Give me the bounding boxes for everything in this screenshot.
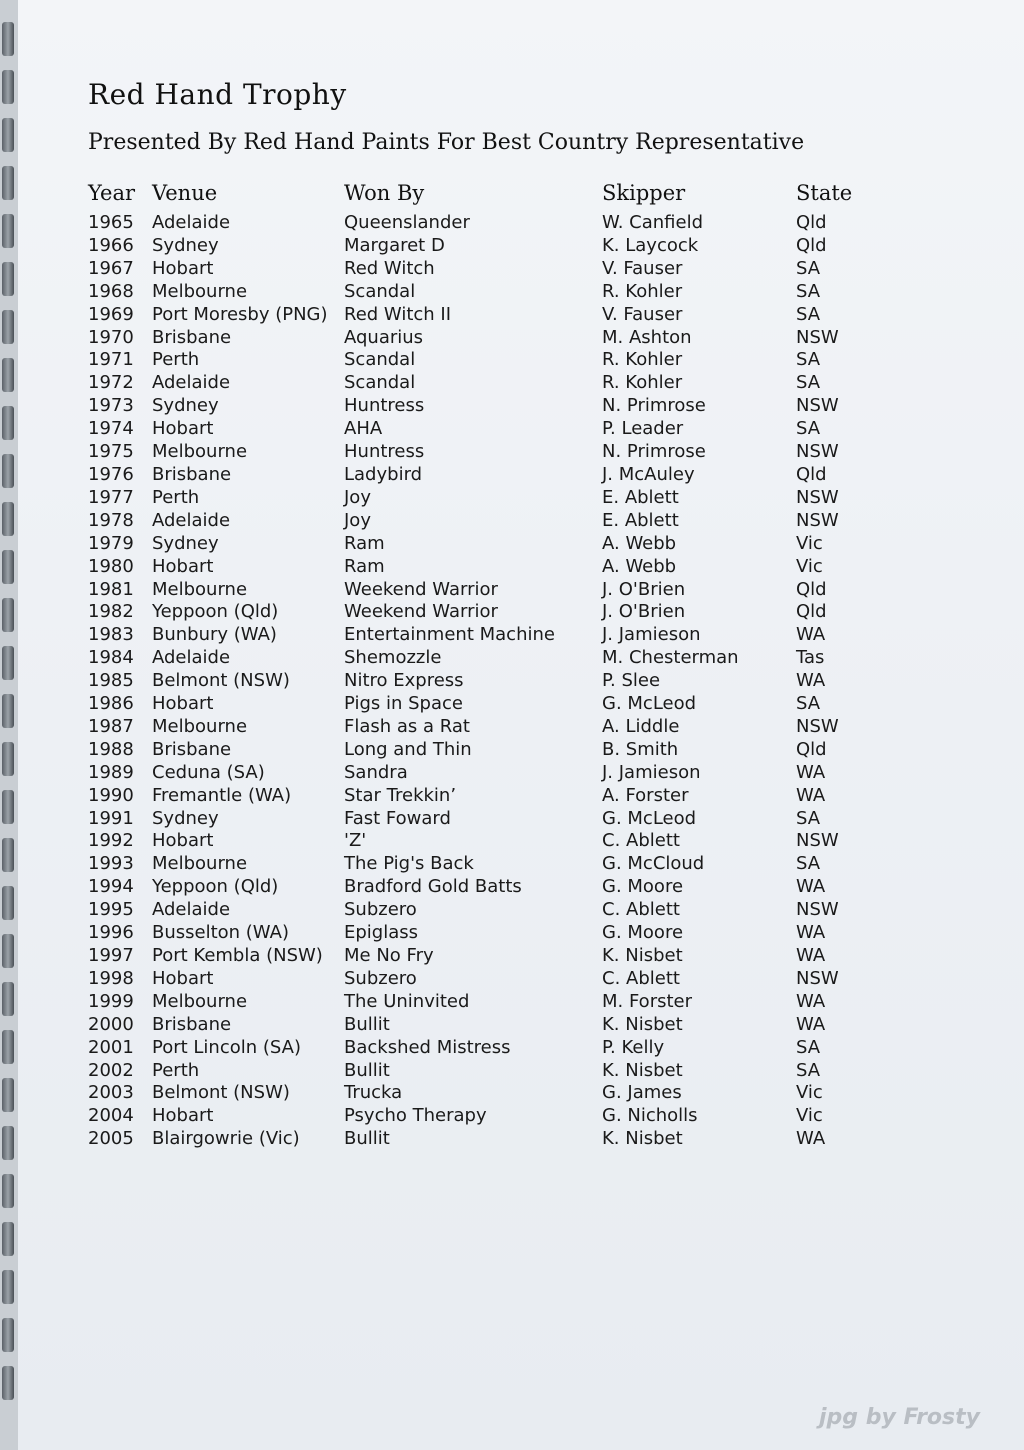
cell-skipper: C. Ablett xyxy=(602,967,680,989)
cell-venue: Adelaide xyxy=(152,647,231,669)
binding-ring xyxy=(2,118,14,152)
cell-year: 1966 xyxy=(88,234,134,256)
binding-ring xyxy=(2,1222,14,1256)
cell-won-by: Trucka xyxy=(344,1082,403,1104)
cell-won-by: Bullit xyxy=(344,1013,390,1035)
cell-skipper: A. Webb xyxy=(602,555,677,577)
table-row xyxy=(82,968,876,991)
cell-state: SA xyxy=(796,280,821,302)
binding-ring xyxy=(2,166,14,200)
table-row xyxy=(82,624,876,647)
cell-state: Qld xyxy=(796,738,827,760)
table-row xyxy=(82,487,876,510)
cell-skipper: G. McCloud xyxy=(602,853,705,875)
cell-won-by: The Pig's Back xyxy=(344,853,474,875)
cell-won-by: Backshed Mistress xyxy=(344,1036,511,1058)
cell-won-by: Flash as a Rat xyxy=(344,715,470,737)
cell-year: 1998 xyxy=(88,967,134,989)
binding-ring xyxy=(2,886,14,920)
cell-won-by: Red Witch II xyxy=(344,303,452,325)
cell-state: NSW xyxy=(796,486,839,508)
cell-skipper: M. Forster xyxy=(602,990,693,1012)
table-row xyxy=(82,899,876,922)
cell-skipper: A. Webb xyxy=(602,532,677,554)
cell-won-by: The Uninvited xyxy=(344,990,470,1012)
cell-venue: Perth xyxy=(152,349,200,371)
cell-year: 1999 xyxy=(88,990,134,1012)
binding-ring xyxy=(2,70,14,104)
cell-state: WA xyxy=(796,922,826,944)
cell-state: NSW xyxy=(796,326,839,348)
cell-venue: Adelaide xyxy=(152,372,231,394)
cell-year: 1977 xyxy=(88,486,134,508)
cell-year: 1992 xyxy=(88,830,134,852)
cell-year: 1996 xyxy=(88,922,134,944)
cell-won-by: Weekend Warrior xyxy=(344,578,498,600)
cell-state: NSW xyxy=(796,830,839,852)
cell-year: 1978 xyxy=(88,509,134,531)
cell-year: 1965 xyxy=(88,212,134,233)
cell-year: 1987 xyxy=(88,715,134,737)
spiral-binding xyxy=(0,0,18,1450)
cell-won-by: Huntress xyxy=(344,395,425,417)
cell-venue: Hobart xyxy=(152,418,214,440)
cell-won-by: Scandal xyxy=(344,280,416,302)
cell-year: 1989 xyxy=(88,761,134,783)
cell-year: 1971 xyxy=(88,349,134,371)
cell-year: 1970 xyxy=(88,326,134,348)
cell-won-by: Psycho Therapy xyxy=(344,1105,487,1127)
cell-year: 1991 xyxy=(88,807,134,829)
table-row xyxy=(82,945,876,968)
binding-ring xyxy=(2,1318,14,1352)
table-row xyxy=(82,1014,876,1037)
table-row xyxy=(82,830,876,853)
column-header-won-by: Won By xyxy=(344,181,425,205)
cell-venue: Melbourne xyxy=(152,990,248,1012)
cell-venue: Brisbane xyxy=(152,463,232,485)
table-row xyxy=(82,922,876,945)
cell-won-by: Bradford Gold Batts xyxy=(344,876,522,898)
cell-year: 1985 xyxy=(88,670,134,692)
cell-skipper: K. Laycock xyxy=(602,234,699,256)
cell-venue: Yeppoon (Qld) xyxy=(152,601,279,623)
binding-ring xyxy=(2,1270,14,1304)
cell-won-by: Weekend Warrior xyxy=(344,601,498,623)
table-row xyxy=(82,464,876,487)
table-row xyxy=(82,670,876,693)
cell-won-by: Entertainment Machine xyxy=(344,624,555,646)
cell-year: 1981 xyxy=(88,578,134,600)
cell-venue: Sydney xyxy=(152,395,219,417)
cell-skipper: J. Jamieson xyxy=(602,624,701,646)
cell-won-by: Fast Foward xyxy=(344,807,451,829)
table-row xyxy=(82,281,876,304)
cell-skipper: K. Nisbet xyxy=(602,1128,683,1150)
cell-state: WA xyxy=(796,1128,826,1150)
cell-won-by: Red Witch xyxy=(344,257,435,279)
cell-state: SA xyxy=(796,853,821,875)
cell-venue: Melbourne xyxy=(152,280,248,302)
table-row xyxy=(82,395,876,418)
cell-won-by: Subzero xyxy=(344,967,417,989)
cell-state: WA xyxy=(796,990,826,1012)
cell-state: WA xyxy=(796,784,826,806)
table-row xyxy=(82,510,876,533)
cell-skipper: W. Canfield xyxy=(602,212,704,233)
cell-venue: Sydney xyxy=(152,532,219,554)
cell-state: NSW xyxy=(796,441,839,463)
cell-state: Qld xyxy=(796,463,827,485)
cell-won-by: Joy xyxy=(344,486,371,508)
table-row xyxy=(82,556,876,579)
cell-skipper: G. McLeod xyxy=(602,807,697,829)
table-row xyxy=(82,991,876,1014)
cell-skipper: K. Nisbet xyxy=(602,1059,683,1081)
cell-year: 1983 xyxy=(88,624,134,646)
cell-year: 1990 xyxy=(88,784,134,806)
cell-venue: Brisbane xyxy=(152,1013,232,1035)
binding-ring xyxy=(2,214,14,248)
table-row xyxy=(82,349,876,372)
column-header-skipper: Skipper xyxy=(602,181,686,205)
cell-year: 1973 xyxy=(88,395,134,417)
cell-skipper: C. Ablett xyxy=(602,830,680,852)
table-row xyxy=(82,808,876,831)
cell-won-by: Aquarius xyxy=(344,326,424,348)
table-row xyxy=(82,647,876,670)
table-row xyxy=(82,1105,876,1128)
binding-ring xyxy=(2,982,14,1016)
cell-won-by: Bullit xyxy=(344,1128,390,1150)
binding-ring xyxy=(2,358,14,392)
watermark: jpg by Frosty xyxy=(819,1405,980,1430)
cell-state: WA xyxy=(796,624,826,646)
cell-won-by: Ladybird xyxy=(344,463,423,485)
binding-ring xyxy=(2,502,14,536)
cell-state: SA xyxy=(796,1059,821,1081)
cell-won-by: Pigs in Space xyxy=(344,693,463,715)
table-row xyxy=(82,1060,876,1083)
cell-skipper: N. Primrose xyxy=(602,395,706,417)
cell-won-by: Epiglass xyxy=(344,922,419,944)
cell-state: SA xyxy=(796,418,821,440)
cell-venue: Perth xyxy=(152,1059,200,1081)
table-row xyxy=(82,258,876,281)
results-table xyxy=(82,178,876,1151)
table-row xyxy=(82,853,876,876)
cell-venue: Melbourne xyxy=(152,578,248,600)
binding-ring xyxy=(2,1078,14,1112)
column-header-venue: Venue xyxy=(152,181,218,205)
binding-ring xyxy=(2,646,14,680)
cell-skipper: V. Fauser xyxy=(602,257,683,279)
page-subtitle: Presented By Red Hand Paints For Best Country Representative xyxy=(88,130,805,155)
table-row xyxy=(82,762,876,785)
cell-year: 1995 xyxy=(88,899,134,921)
cell-state: WA xyxy=(796,876,826,898)
cell-venue: Hobart xyxy=(152,555,214,577)
cell-year: 1994 xyxy=(88,876,134,898)
cell-state: SA xyxy=(796,349,821,371)
cell-state: Vic xyxy=(796,532,823,554)
cell-skipper: V. Fauser xyxy=(602,303,683,325)
cell-state: WA xyxy=(796,761,826,783)
cell-venue: Brisbane xyxy=(152,738,232,760)
cell-skipper: P. Slee xyxy=(602,670,661,692)
cell-year: 1993 xyxy=(88,853,134,875)
cell-year: 1979 xyxy=(88,532,134,554)
cell-year: 1988 xyxy=(88,738,134,760)
cell-year: 2004 xyxy=(88,1105,134,1127)
table-row xyxy=(82,418,876,441)
cell-skipper: E. Ablett xyxy=(602,509,679,531)
table-row xyxy=(82,441,876,464)
cell-venue: Melbourne xyxy=(152,715,248,737)
cell-venue: Sydney xyxy=(152,807,219,829)
binding-ring xyxy=(2,22,14,56)
table-row xyxy=(82,579,876,602)
cell-won-by: Queenslander xyxy=(344,212,470,233)
cell-state: Vic xyxy=(796,555,823,577)
cell-year: 1980 xyxy=(88,555,134,577)
cell-skipper: C. Ablett xyxy=(602,899,680,921)
page-title: Red Hand Trophy xyxy=(88,78,347,111)
cell-skipper: G. McLeod xyxy=(602,693,697,715)
cell-state: Vic xyxy=(796,1105,823,1127)
cell-venue: Hobart xyxy=(152,1105,214,1127)
cell-won-by: Subzero xyxy=(344,899,417,921)
table-row xyxy=(82,1128,876,1151)
cell-year: 2001 xyxy=(88,1036,134,1058)
table-row xyxy=(82,716,876,739)
cell-won-by: AHA xyxy=(344,418,383,440)
cell-state: NSW xyxy=(796,509,839,531)
cell-state: NSW xyxy=(796,899,839,921)
cell-venue: Perth xyxy=(152,486,200,508)
cell-year: 1968 xyxy=(88,280,134,302)
cell-state: SA xyxy=(796,807,821,829)
cell-state: Tas xyxy=(796,647,825,669)
cell-venue: Ceduna (SA) xyxy=(152,761,265,783)
cell-state: WA xyxy=(796,1013,826,1035)
cell-venue: Hobart xyxy=(152,830,214,852)
cell-won-by: Scandal xyxy=(344,372,416,394)
table-row xyxy=(82,785,876,808)
table-row xyxy=(82,327,876,350)
cell-skipper: J. McAuley xyxy=(602,463,695,485)
cell-state: SA xyxy=(796,372,821,394)
cell-year: 1975 xyxy=(88,441,134,463)
cell-venue: Adelaide xyxy=(152,212,231,233)
cell-state: SA xyxy=(796,693,821,715)
cell-won-by: 'Z' xyxy=(344,830,367,852)
cell-venue: Belmont (NSW) xyxy=(152,670,290,692)
table-row xyxy=(82,1037,876,1060)
table-row xyxy=(82,601,876,624)
cell-year: 1986 xyxy=(88,693,134,715)
cell-venue: Port Moresby (PNG) xyxy=(152,303,328,325)
cell-year: 1982 xyxy=(88,601,134,623)
binding-ring xyxy=(2,406,14,440)
binding-ring xyxy=(2,262,14,296)
cell-skipper: E. Ablett xyxy=(602,486,679,508)
cell-year: 1984 xyxy=(88,647,134,669)
cell-venue: Hobart xyxy=(152,257,214,279)
cell-skipper: R. Kohler xyxy=(602,349,683,371)
cell-state: SA xyxy=(796,1036,821,1058)
table-row xyxy=(82,876,876,899)
binding-ring xyxy=(2,790,14,824)
cell-skipper: A. Forster xyxy=(602,784,689,806)
cell-state: Qld xyxy=(796,234,827,256)
binding-ring xyxy=(2,598,14,632)
cell-state: WA xyxy=(796,945,826,966)
cell-skipper: M. Chesterman xyxy=(602,647,739,669)
cell-skipper: R. Kohler xyxy=(602,280,683,302)
cell-state: NSW xyxy=(796,967,839,989)
column-header-state: State xyxy=(796,181,853,205)
cell-skipper: M. Ashton xyxy=(602,326,692,348)
cell-year: 1974 xyxy=(88,418,134,440)
cell-skipper: G. James xyxy=(602,1082,682,1104)
cell-state: Vic xyxy=(796,1082,823,1104)
cell-skipper: J. O'Brien xyxy=(602,578,686,600)
binding-ring xyxy=(2,1126,14,1160)
cell-state: SA xyxy=(796,303,821,325)
cell-venue: Bunbury (WA) xyxy=(152,624,277,646)
cell-year: 2005 xyxy=(88,1128,134,1150)
cell-won-by: Nitro Express xyxy=(344,670,464,692)
cell-state: NSW xyxy=(796,715,839,737)
table-row xyxy=(82,304,876,327)
table-row xyxy=(82,235,876,258)
cell-venue: Brisbane xyxy=(152,326,232,348)
cell-venue: Hobart xyxy=(152,693,214,715)
cell-venue: Fremantle (WA) xyxy=(152,784,292,806)
cell-skipper: N. Primrose xyxy=(602,441,706,463)
cell-won-by: Bullit xyxy=(344,1059,390,1081)
cell-won-by: Ram xyxy=(344,555,385,577)
cell-won-by: Margaret D xyxy=(344,234,445,256)
binding-ring xyxy=(2,934,14,968)
cell-state: Qld xyxy=(796,212,827,233)
cell-skipper: B. Smith xyxy=(602,738,679,760)
cell-won-by: Huntress xyxy=(344,441,425,463)
cell-year: 2003 xyxy=(88,1082,134,1104)
cell-year: 1997 xyxy=(88,945,134,966)
binding-ring xyxy=(2,1030,14,1064)
cell-won-by: Star Trekkin’ xyxy=(344,784,457,806)
cell-skipper: K. Nisbet xyxy=(602,945,683,966)
binding-ring xyxy=(2,838,14,872)
cell-year: 2002 xyxy=(88,1059,134,1081)
cell-won-by: Ram xyxy=(344,532,385,554)
cell-venue: Melbourne xyxy=(152,853,248,875)
cell-state: WA xyxy=(796,670,826,692)
cell-state: NSW xyxy=(796,395,839,417)
cell-venue: Busselton (WA) xyxy=(152,922,289,944)
cell-won-by: Shemozzle xyxy=(344,647,442,669)
cell-won-by: Me No Fry xyxy=(344,945,434,966)
cell-year: 1972 xyxy=(88,372,134,394)
cell-won-by: Sandra xyxy=(344,761,408,783)
cell-skipper: K. Nisbet xyxy=(602,1013,683,1035)
binding-ring xyxy=(2,694,14,728)
binding-ring xyxy=(2,1366,14,1400)
binding-ring xyxy=(2,454,14,488)
cell-won-by: Joy xyxy=(344,509,371,531)
binding-ring xyxy=(2,1174,14,1208)
column-header-year: Year xyxy=(88,181,136,205)
table-row xyxy=(82,1082,876,1105)
binding-ring xyxy=(2,742,14,776)
table-row xyxy=(82,212,876,235)
cell-skipper: J. Jamieson xyxy=(602,761,701,783)
cell-skipper: G. Moore xyxy=(602,922,684,944)
cell-skipper: R. Kohler xyxy=(602,372,683,394)
cell-venue: Blairgowrie (Vic) xyxy=(152,1128,300,1150)
binding-ring xyxy=(2,550,14,584)
cell-skipper: A. Liddle xyxy=(602,715,680,737)
cell-won-by: Scandal xyxy=(344,349,416,371)
cell-venue: Sydney xyxy=(152,234,219,256)
cell-year: 1969 xyxy=(88,303,134,325)
table-header-row xyxy=(82,178,876,212)
binding-ring xyxy=(2,310,14,344)
cell-year: 1967 xyxy=(88,257,134,279)
cell-venue: Port Lincoln (SA) xyxy=(152,1036,302,1058)
cell-state: Qld xyxy=(796,578,827,600)
cell-year: 2000 xyxy=(88,1013,134,1035)
table-row xyxy=(82,372,876,395)
cell-state: Qld xyxy=(796,601,827,623)
cell-venue: Port Kembla (NSW) xyxy=(152,945,323,966)
cell-state: SA xyxy=(796,257,821,279)
table-row xyxy=(82,693,876,716)
table-row xyxy=(82,739,876,762)
cell-year: 1976 xyxy=(88,463,134,485)
cell-skipper: G. Moore xyxy=(602,876,684,898)
cell-venue: Yeppoon (Qld) xyxy=(152,876,279,898)
cell-skipper: P. Kelly xyxy=(602,1036,665,1058)
table-row xyxy=(82,533,876,556)
cell-venue: Belmont (NSW) xyxy=(152,1082,290,1104)
cell-won-by: Long and Thin xyxy=(344,738,472,760)
cell-venue: Melbourne xyxy=(152,441,248,463)
cell-venue: Hobart xyxy=(152,967,214,989)
cell-skipper: G. Nicholls xyxy=(602,1105,698,1127)
cell-skipper: J. O'Brien xyxy=(602,601,686,623)
cell-skipper: P. Leader xyxy=(602,418,684,440)
cell-venue: Adelaide xyxy=(152,509,231,531)
cell-venue: Adelaide xyxy=(152,899,231,921)
